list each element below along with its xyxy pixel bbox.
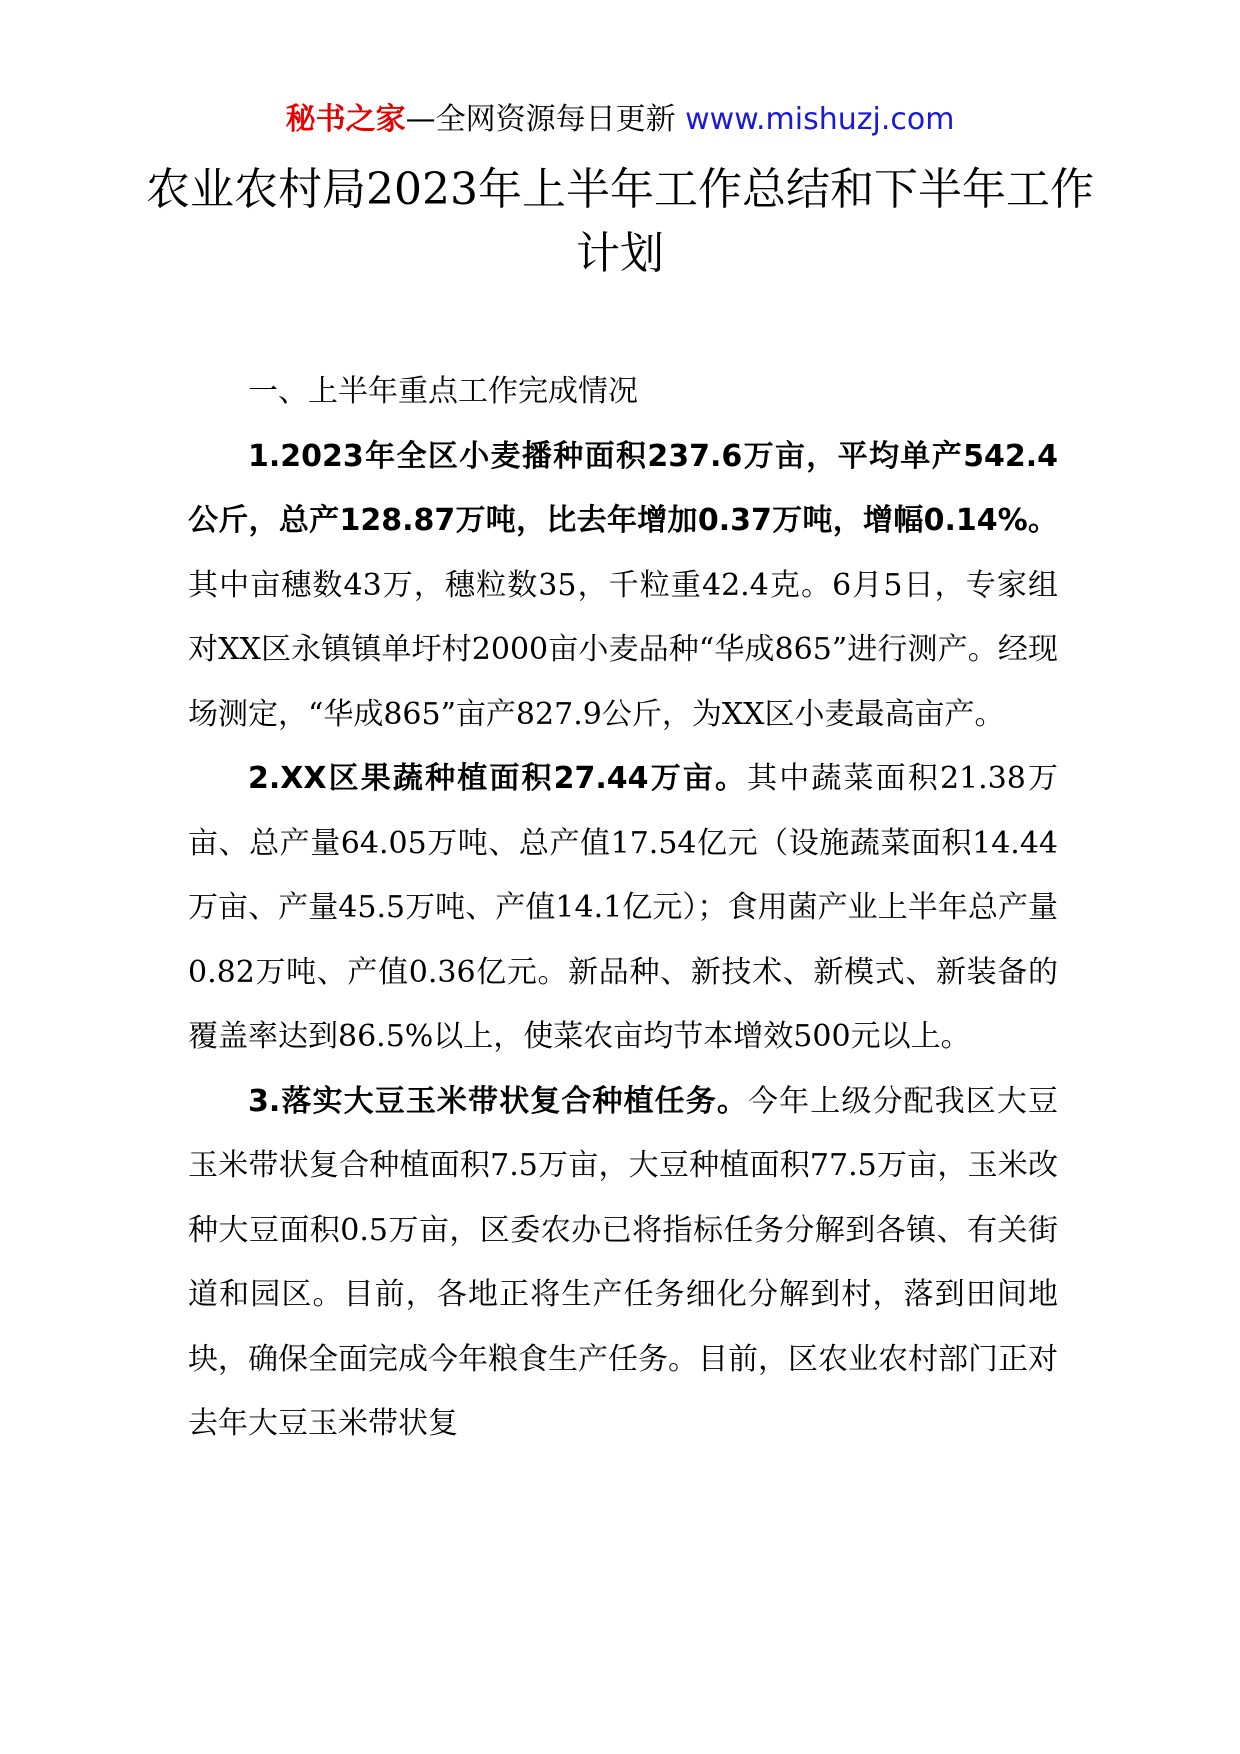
section-heading: 一、上半年重点工作完成情况	[248, 374, 638, 409]
page-header	[0, 100, 1240, 140]
website-link[interactable]: www.mishuzj.com	[685, 102, 955, 137]
paragraph-1	[188, 425, 1058, 748]
paragraph-3-lead: 3.落实大豆玉米带状复合种植任务。	[248, 1083, 749, 1119]
paragraph-1-lead: 1.2023年全区小麦播种面积237.6万亩，平均单产542.4公斤，总产128.87万吨，比去年增加0.37万吨，增幅0.14%。	[188, 438, 1058, 538]
document-body	[188, 360, 1058, 1457]
paragraph-2	[188, 747, 1058, 1070]
paragraph-3	[188, 1070, 1058, 1457]
brand-name: 秘书之家	[285, 102, 406, 137]
paragraph-2-text: 其中蔬菜面积21.38万亩、总产量64.05万吨、总产值17.54亿元（设施蔬菜面积14.44万亩、产量45.5万吨、产值14.1亿元）；食用菌产业上半年总产量0.82万吨、产值0.36亿元。新品种、新技术、新模式、新装备的覆盖率达到86.5%以上，使菜农亩均节本增效500元以上。	[188, 761, 1058, 1054]
paragraph-2-lead: 2.XX区果蔬种植面积27.44万亩。	[248, 761, 748, 796]
paragraph-1-text: 其中亩穗数43万，穗粒数35，千粒重42.4克。6月5日，专家组对XX区永镇镇单圩村2000亩小麦品种“华成865”进行测产。经现场测定，“华成865”亩产827.9公斤，为XX区小麦最高亩产。	[188, 567, 1058, 732]
header-tagline: —全网资源每日更新	[405, 102, 686, 137]
paragraph-3-text: 今年上级分配我区大豆玉米带状复合种植面积7.5万亩，大豆种植面积77.5万亩，玉米改种大豆面积0.5万亩，区委农办已将指标任务分解到各镇、有关街道和园区。目前，各地正将生产任务细化分解到村，落到田间地块，确保全面完成今年粮食生产任务。目前，区农业农村部门正对去年大豆玉米带状复	[188, 1083, 1058, 1441]
document-title: 农业农村局2023年上半年工作总结和下半年工作计划	[146, 164, 1094, 279]
